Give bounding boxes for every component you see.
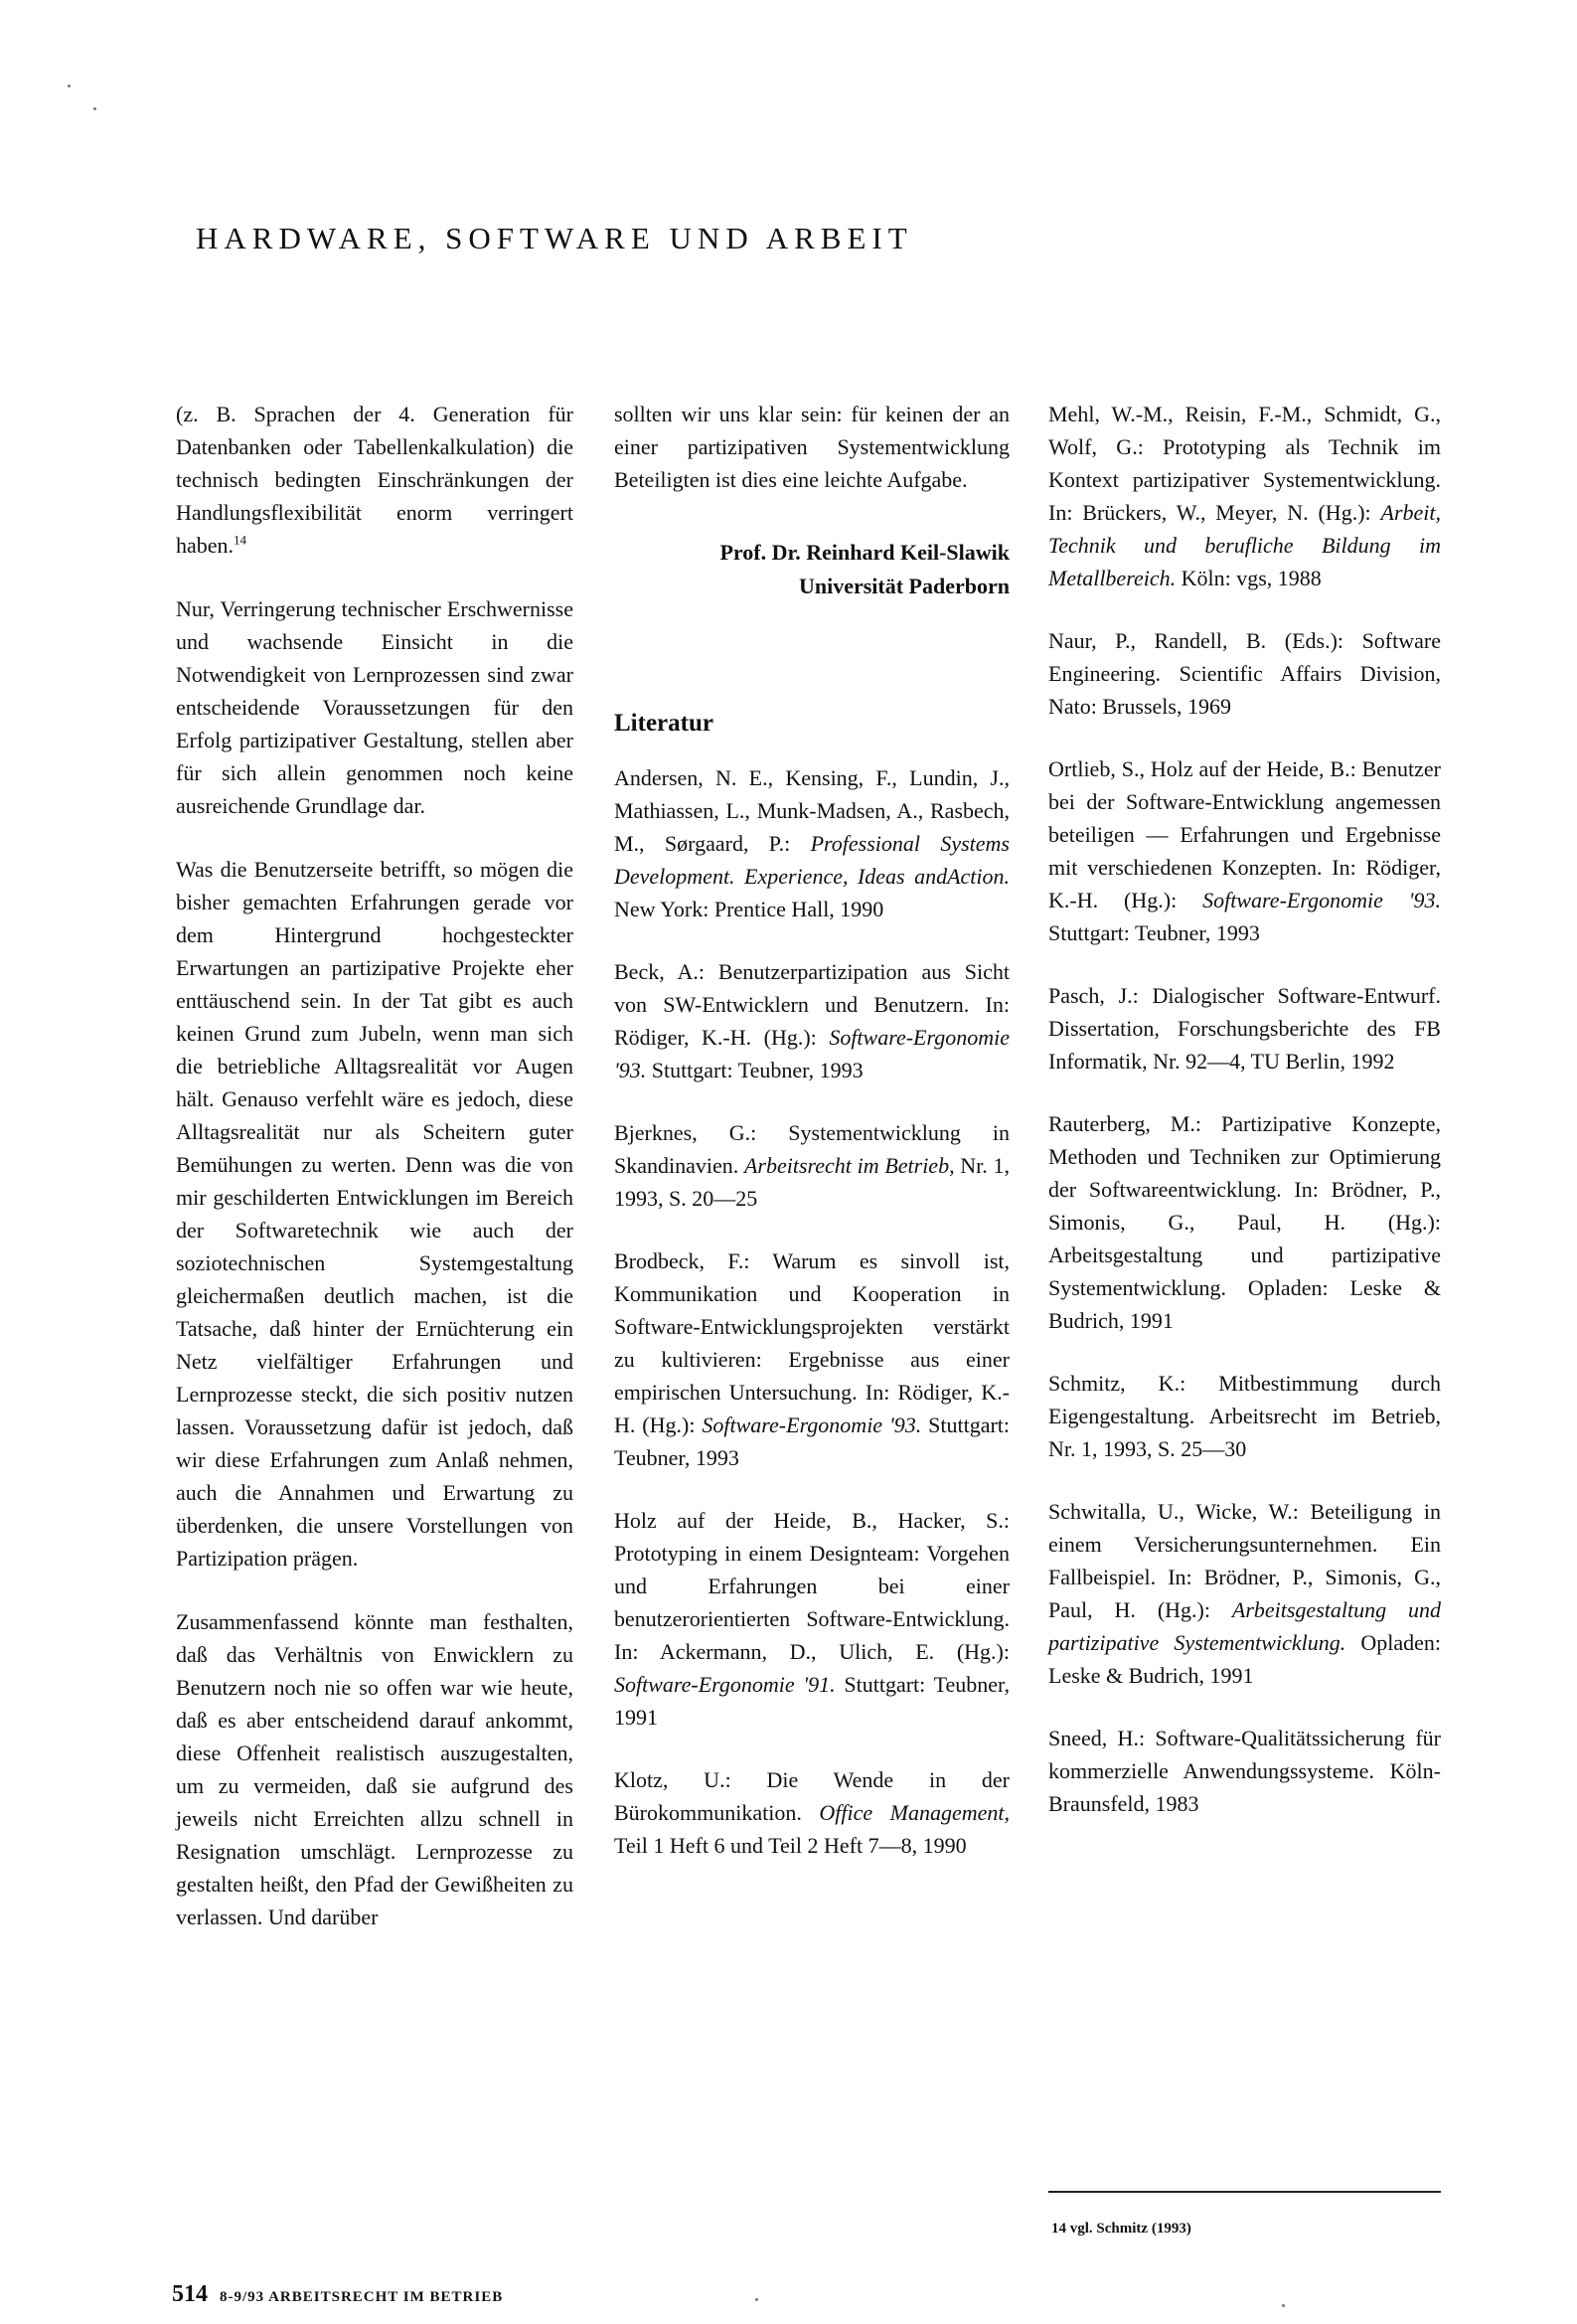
page-footer (172, 2281, 503, 2308)
reference-text: Naur, P., Randell, B. (Eds.): Software Engineering. Scientific Affairs Division, Nato: Brussels, 1969 (1048, 628, 1441, 719)
reference-entry (614, 1245, 1010, 1474)
reference-text: Mehl, W.-M., Reisin, F.-M., Schmidt, G., Wolf, G.: Prototyping als Technik im Kontext partizipativer Systementwicklung. In: Brückers, W., Meyer, N. (Hg.): (1048, 402, 1441, 525)
reference-text: Sneed, H.: Software-Qualitätssicherung für kommerzielle Anwendungssysteme. Köln-Braunsfeld, 1983 (1048, 1726, 1441, 1816)
reference-text: Schmitz, K.: Mitbestimmung durch Eigengestaltung. Arbeitsrecht im Betrieb, Nr. 1, 1993, S. 25—30 (1048, 1371, 1441, 1461)
reference-title: Arbeitsgestaltung und partizipative Systementwicklung. (1048, 1597, 1441, 1655)
section-heading-literature: Literatur (614, 710, 713, 737)
reference-text: Bjerknes, G.: Systementwicklung in Skandinavien. (614, 1120, 1010, 1178)
reference-entry (1048, 752, 1441, 949)
reference-title: Office Management, (819, 1800, 1010, 1825)
reference-entry (1048, 624, 1441, 723)
reference-text: Ortlieb, S., Holz auf der Heide, B.: Benutzer bei der Software-Entwicklung angemessen beteiligen — Erfahrungen und Ergebnisse mit verschiedenen Konzepten. In: Rödiger, K.-H. (Hg.): (1048, 756, 1441, 913)
paragraph: Was die Benutzerseite betrifft, so mögen die bisher gemachten Erfahrungen gerade vor dem Hintergrund hochgesteckter Erwartungen an partizipative Projekte eher enttäuschend sein. In der Tat gibt es auch keinen Grund zum Jubeln, wenn man sich die betriebliche Alltagsrealität vor Augen hält. Genauso verfehlt wäre es jedoch, diese Alltagsrealität nur als Scheitern guter Bemühungen zu werten. Denn was die von mir geschilderten Entwicklungen im Bereich der Softwaretechnik wie auch der soziotechnischen Systemgestaltung gleichermaßen deutlich machen, ist die Tatsache, daß hinter der Ernüchterung ein Netz vielfältiger Erfahrungen und Lernprozesse steckt, die sich positiv nutzen lassen. Voraussetzung dafür ist jedoch, daß wir diese Erfahrungen zum Anlaß nehmen, auch die Annahmen und Erwartung zu überdenken, die unsere Vorstellungen von Partizipation prägen. (176, 857, 573, 1571)
reference-text: New York: Prentice Hall, 1990 (614, 897, 884, 921)
reference-text: Beck, A.: Benutzerpartizipation aus Sicht von SW-Entwicklern und Benutzern. In: Rödiger, K.-H. (Hg.): (614, 959, 1010, 1050)
column-3 (1048, 398, 1441, 1850)
author-affiliation: Universität Paderborn (798, 574, 1010, 598)
author-signature (614, 536, 1010, 603)
reference-text: Opladen: Leske & Budrich, 1991 (1048, 1630, 1441, 1688)
scan-speck (93, 107, 96, 110)
footnote-marker: 14 (234, 532, 247, 548)
footnote-divider (1048, 2191, 1441, 2193)
reference-title: Professional Systems Development. Experience, Ideas andAction. (614, 831, 1010, 889)
reference-title: Software-Ergonomie '91. (614, 1672, 836, 1697)
reference-entry (614, 761, 1010, 925)
reference-title: Arbeit, Technik und berufliche Bildung im Metallbereich. (1048, 500, 1441, 590)
reference-entry (614, 1763, 1010, 1862)
reference-text: Pasch, J.: Dialogischer Software-Entwurf. Dissertation, Forschungsberichte des FB Informatik, Nr. 92—4, TU Berlin, 1992 (1048, 983, 1441, 1074)
paragraph: Nur, Verringerung technischer Erschwernisse und wachsende Einsicht in die Notwendigkeit von Lernprozessen sind zwar entscheidende Voraussetzungen für den Erfolg partizipativer Gestaltung, stellen aber für sich allein genommen noch keine ausreichende Grundlage dar. (176, 596, 573, 818)
magazine-title: 8-9/93 ARBEITSRECHT IM BETRIEB (220, 2289, 504, 2305)
reference-text: Stuttgart: Teubner, 1993 (614, 1412, 1011, 1470)
reference-title: Software-Ergonomie '93. (614, 1025, 1010, 1082)
reference-text: Stuttgart: Teubner, 1993 (1048, 920, 1260, 945)
reference-entry (1048, 1495, 1441, 1692)
reference-text: Köln: vgs, 1988 (1176, 566, 1322, 590)
reference-text: Klotz, U.: Die Wende in der Bürokommunikation. (614, 1767, 1010, 1825)
paragraph-text: (z. B. Sprachen der 4. Generation für Datenbanken oder Tabellenkalkulation) die technisch bedingten Einschränkungen der Handlungsflexibilität enorm verringert haben. (176, 402, 573, 558)
author-name: Prof. Dr. Reinhard Keil-Slawik (719, 540, 1010, 565)
paragraph (176, 398, 573, 562)
scan-speck (1282, 2304, 1285, 2307)
reference-text: Nr. 1, 1993, S. 20—25 (614, 1153, 1010, 1211)
page-number: 514 (172, 2281, 208, 2307)
reference-text: Schwitalla, U., Wicke, W.: Beteiligung in einem Versicherungsunternehmen. Ein Fallbeispiel. In: Brödner, P., Simonis, G., Paul, H. (Hg.): (1048, 1499, 1441, 1622)
reference-text: Brodbeck, F.: Warum es sinvoll ist, Kommunikation und Kooperation in Software-Entwicklungsprojekten verstärkt zu kultivieren: Ergebnisse aus einer empirischen Untersuchung. In: Rödiger, K.-H. (Hg.): (614, 1248, 1010, 1437)
reference-text: Holz auf der Heide, B., Hacker, S.: Prototyping in einem Designteam: Vorgehen und Erfahrungen bei einer benutzerorientierten Software-Entwicklung. In: Ackermann, D., Ulich, E. (Hg.): (614, 1508, 1010, 1664)
running-head: HARDWARE, SOFTWARE UND ARBEIT (196, 221, 913, 255)
reference-text: Stuttgart: Teubner, 1991 (614, 1672, 1010, 1730)
reference-list (1048, 398, 1441, 1820)
reference-entry (1048, 398, 1441, 594)
reference-title: Arbeitsrecht im Betrieb, (743, 1153, 955, 1178)
reference-entry (1048, 1722, 1441, 1820)
reference-title: Software-Ergonomie '93. (702, 1412, 922, 1437)
reference-entry (1048, 1107, 1441, 1337)
reference-text: Andersen, N. E., Kensing, F., Lundin, J., Mathiassen, L., Munk-Madsen, A., Rasbech, M., Sørgaard, P.: (614, 765, 1010, 856)
footnote: 14 vgl. Schmitz (1993) (1051, 2221, 1191, 2237)
reference-entry (1048, 1367, 1441, 1465)
paragraph: Zusammenfassend könnte man festhalten, daß das Verhältnis von Enwicklern zu Benutzern noch nie so offen war wie heute, daß es aber entscheidend darauf ankommt, diese Offenheit realistisch auszugestalten, um zu vermeiden, daß sie aufgrund des jeweils nicht Erreichten allzu schnell in Resignation umschlägt. Lernprozesse zu gestalten heißt, den Pfad der Gewißheiten zu verlassen. Und darüber (176, 1609, 573, 1929)
reference-entry (1048, 979, 1441, 1078)
reference-text: Rauterberg, M.: Partizipative Konzepte, Methoden und Techniken zur Optimierung der Softwareentwicklung. In: Brödner, P., Simonis, G., Paul, H. (Hg.): Arbeitsgestaltung und partizipative Systementwicklung. Opladen: Leske & Budrich, 1991 (1048, 1111, 1441, 1333)
reference-title: Software-Ergonomie '93. (1202, 888, 1441, 913)
reference-entry (614, 955, 1010, 1086)
reference-text: Stuttgart: Teubner, 1993 (646, 1058, 864, 1082)
reference-entry (614, 1116, 1010, 1215)
reference-entry (614, 1504, 1010, 1734)
column-1 (176, 398, 573, 1964)
reference-list (614, 761, 1010, 1862)
paragraph: sollten wir uns klar sein: für keinen der an einer partizipativen Systementwicklung Beteiligten ist dies eine leichte Aufgabe. (614, 402, 1010, 492)
column-2 (614, 398, 1010, 1892)
scan-speck (68, 84, 71, 87)
reference-text: Teil 1 Heft 6 und Teil 2 Heft 7—8, 1990 (614, 1833, 967, 1858)
scan-speck (755, 2298, 758, 2301)
